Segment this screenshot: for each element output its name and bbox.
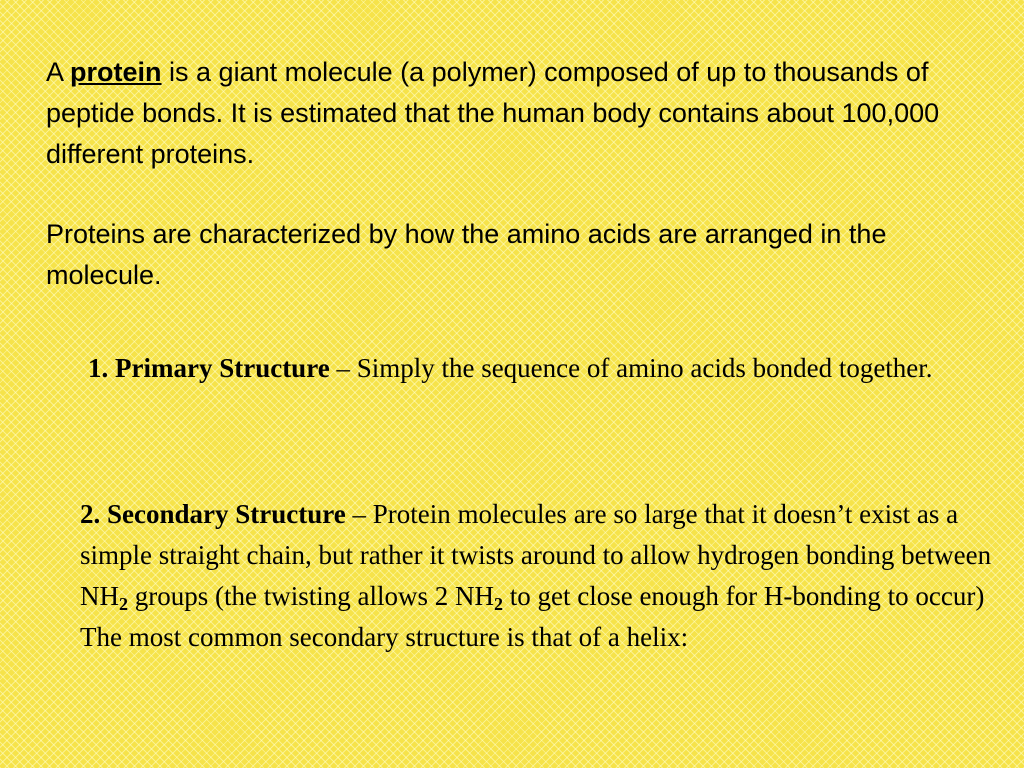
intro-prefix: A [46,57,71,87]
primary-structure-item [88,348,968,389]
secondary-structure-heading: 2. Secondary Structure [80,499,346,529]
secondary-structure-text-3: to get close enough for H-bonding to occur) The most common secondary structure is that of a helix: [80,581,985,652]
protein-definition-paragraph [46,52,986,175]
secondary-structure-text-1: – Protein molecules are so large that it doesn’t exist as a simple straight chain, but rather it twists around to allow hydrogen bonding between NH [80,499,992,611]
primary-structure-heading: 1. Primary Structure [88,353,330,383]
subscript-2-a: 2 [119,594,128,614]
subscript-2-b: 2 [493,594,503,614]
characterization-paragraph: Proteins are characterized by how the amino acids are arranged in the molecule. [46,219,887,290]
primary-structure-text: – Simply the sequence of amino acids bonded together. [329,353,933,383]
protein-keyword: protein [70,57,162,87]
secondary-structure-text-2: groups (the twisting allows 2 NH [128,581,494,611]
secondary-structure-item [80,494,1000,658]
intro-text: is a giant molecule (a polymer) composed of up to thousands of peptide bonds. It is estimated that the human body contains about 100,000 different proteins. [46,57,940,169]
